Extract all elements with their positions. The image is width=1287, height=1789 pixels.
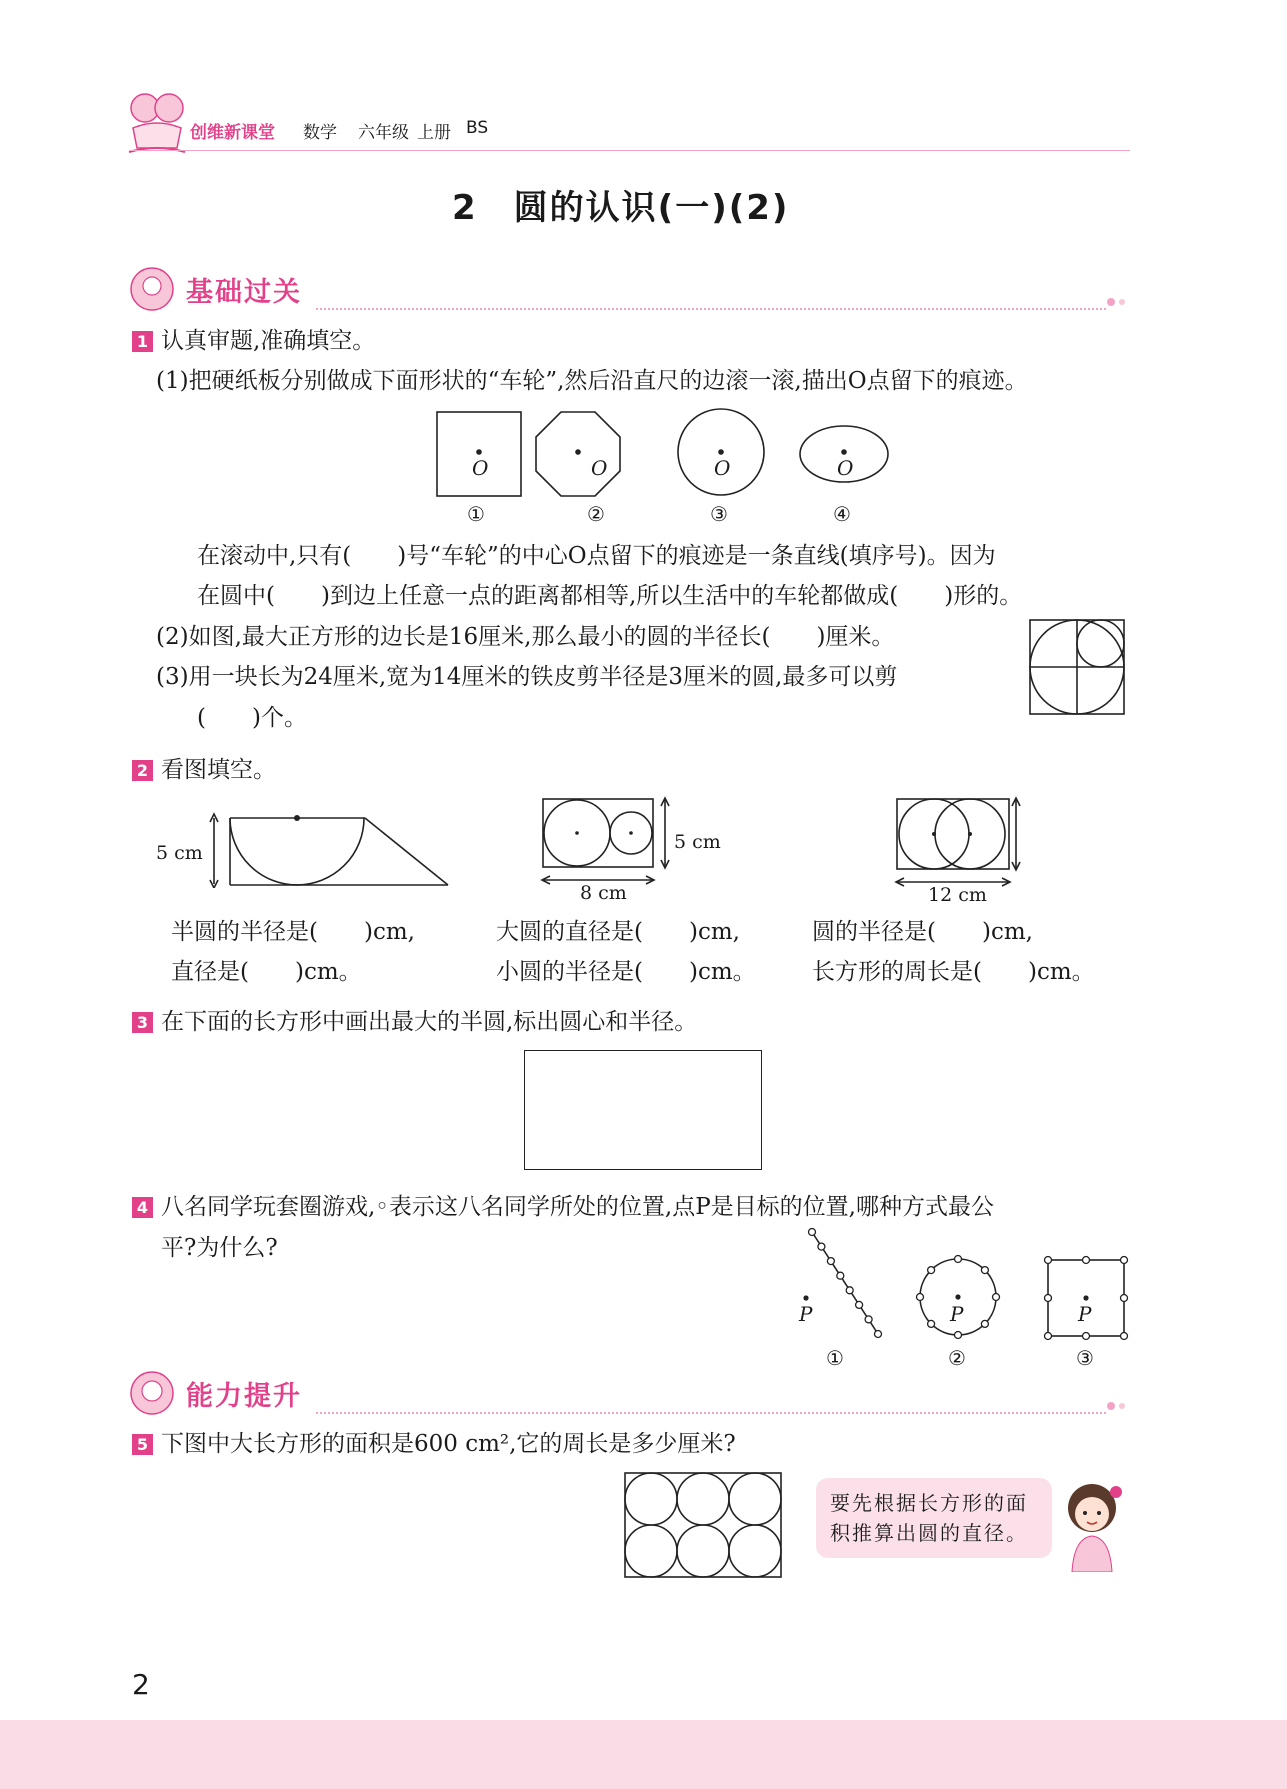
q4-stem-line1: 八名同学玩套圈游戏,◦表示这八名同学所处的位置,点P是目标的位置,哪种方式最公: [161, 1194, 994, 1220]
header-grade: 六年级: [358, 123, 409, 143]
q2-fig1-height-label: 5 cm: [156, 842, 203, 864]
q1-number-badge: 1: [132, 331, 153, 352]
section-advanced-dots-icon: [1105, 1396, 1129, 1416]
q5-six-circles-rectangle-figure: [624, 1472, 784, 1580]
wheel-4-center-label: O: [837, 456, 854, 480]
q5-hint-line2: 积推算出圆的直径。: [830, 1521, 1028, 1545]
header-volume: 上册: [417, 123, 451, 143]
q2-semicircle-trapezoid-figure: [200, 808, 450, 888]
page-title: 2 圆的认识(一)(2): [452, 188, 790, 228]
section-advanced-title: 能力提升: [186, 1381, 302, 1412]
q2-answer1-line1: 半圆的半径是( )cm,: [171, 919, 415, 945]
section-advanced-icon: [128, 1370, 178, 1416]
q5-number-badge: 5: [132, 1434, 153, 1455]
q1-part1-text: (1)把硬纸板分别做成下面形状的“车轮”,然后沿直尺的边滚一滚,描出O点留下的痕迹。: [156, 368, 1028, 394]
q5-hint-line1: 要先根据长方形的面: [830, 1491, 1028, 1515]
section-basic-dots-icon: [1105, 292, 1129, 312]
q1-part3-line1: (3)用一块长为24厘米,宽为14厘米的铁皮剪半径是3厘米的圆,最多可以剪: [156, 664, 898, 690]
q1-wheel-shapes: [420, 400, 900, 535]
q5-stem: 下图中大长方形的面积是600 cm²,它的周长是多少厘米?: [161, 1431, 736, 1457]
q1-part2-text: (2)如图,最大正方形的边长是16厘米,那么最小的圆的半径长( )厘米。: [156, 624, 895, 650]
q5-hint-bubble: [816, 1478, 1052, 1558]
q3-stem: 在下面的长方形中画出最大的半圆,标出圆心和半径。: [161, 1009, 698, 1035]
wheel-2-number: ②: [587, 502, 605, 526]
q2-answer1-line2: 直径是( )cm。: [171, 959, 362, 985]
q2-fig3-width-label: 12 cm: [928, 884, 987, 906]
q1-nested-square-circle-figure: [1028, 618, 1128, 718]
wheel-1-center-label: O: [472, 456, 489, 480]
girl-mascot-icon: [1054, 1480, 1130, 1572]
wheel-4-number: ④: [833, 502, 851, 526]
q3-drawing-rectangle[interactable]: [524, 1050, 762, 1170]
section-advanced-divider: [316, 1412, 1106, 1414]
q1-part1-line2: 在圆中( )到边上任意一点的距离都相等,所以生活中的车轮都做成( )形的。: [197, 583, 1023, 609]
section-basic-divider: [316, 308, 1106, 310]
header-subject: 数学: [303, 123, 337, 143]
footer-band: [0, 1720, 1287, 1789]
q1-stem: 认真审题,准确填空。: [161, 328, 376, 354]
header-divider: [130, 150, 1130, 151]
q3-number-badge: 3: [132, 1012, 153, 1033]
q2-answer3-line2: 长方形的周长是( )cm。: [812, 959, 1095, 985]
q4-fig1-point-label: P: [799, 1302, 813, 1326]
wheel-3-number: ③: [710, 502, 728, 526]
header-edition: BS: [466, 118, 489, 138]
q2-answer3-line1: 圆的半径是( )cm,: [812, 919, 1033, 945]
wheel-2-center-label: O: [591, 456, 608, 480]
q4-fig2-number: ②: [948, 1346, 966, 1370]
q2-two-circles-rect-figure: [540, 796, 670, 896]
wheel-3-center-label: O: [714, 456, 731, 480]
header-brand: 创维新课堂: [190, 123, 275, 143]
q1-part1-line1: 在滚动中,只有( )号“车轮”的中心O点留下的痕迹是一条直线(填序号)。因为: [197, 543, 996, 569]
q2-fig2-width-label: 8 cm: [580, 882, 627, 904]
q4-fig1-number: ①: [826, 1346, 844, 1370]
q2-stem: 看图填空。: [161, 757, 276, 783]
section-basic-icon: [128, 266, 178, 312]
q4-number-badge: 4: [132, 1197, 153, 1218]
q2-fig2-height-label: 5 cm: [674, 831, 721, 853]
q2-answer2-line2: 小圆的半径是( )cm。: [496, 959, 756, 985]
q4-fig3-point-label: P: [1078, 1302, 1092, 1326]
section-basic-title: 基础过关: [186, 277, 302, 308]
q4-fig2-point-label: P: [950, 1302, 964, 1326]
q2-overlapping-circles-rect-figure: [892, 796, 1022, 896]
q2-number-badge: 2: [132, 760, 153, 781]
q4-fig3-number: ③: [1076, 1346, 1094, 1370]
header-kids-logo: [125, 88, 189, 156]
page-number: 2: [132, 1668, 150, 1701]
wheel-1-number: ①: [467, 502, 485, 526]
q1-part3-line2: ( )个。: [197, 705, 307, 731]
q4-stem-line2: 平?为什么?: [161, 1235, 278, 1261]
q2-answer2-line1: 大圆的直径是( )cm,: [496, 919, 740, 945]
